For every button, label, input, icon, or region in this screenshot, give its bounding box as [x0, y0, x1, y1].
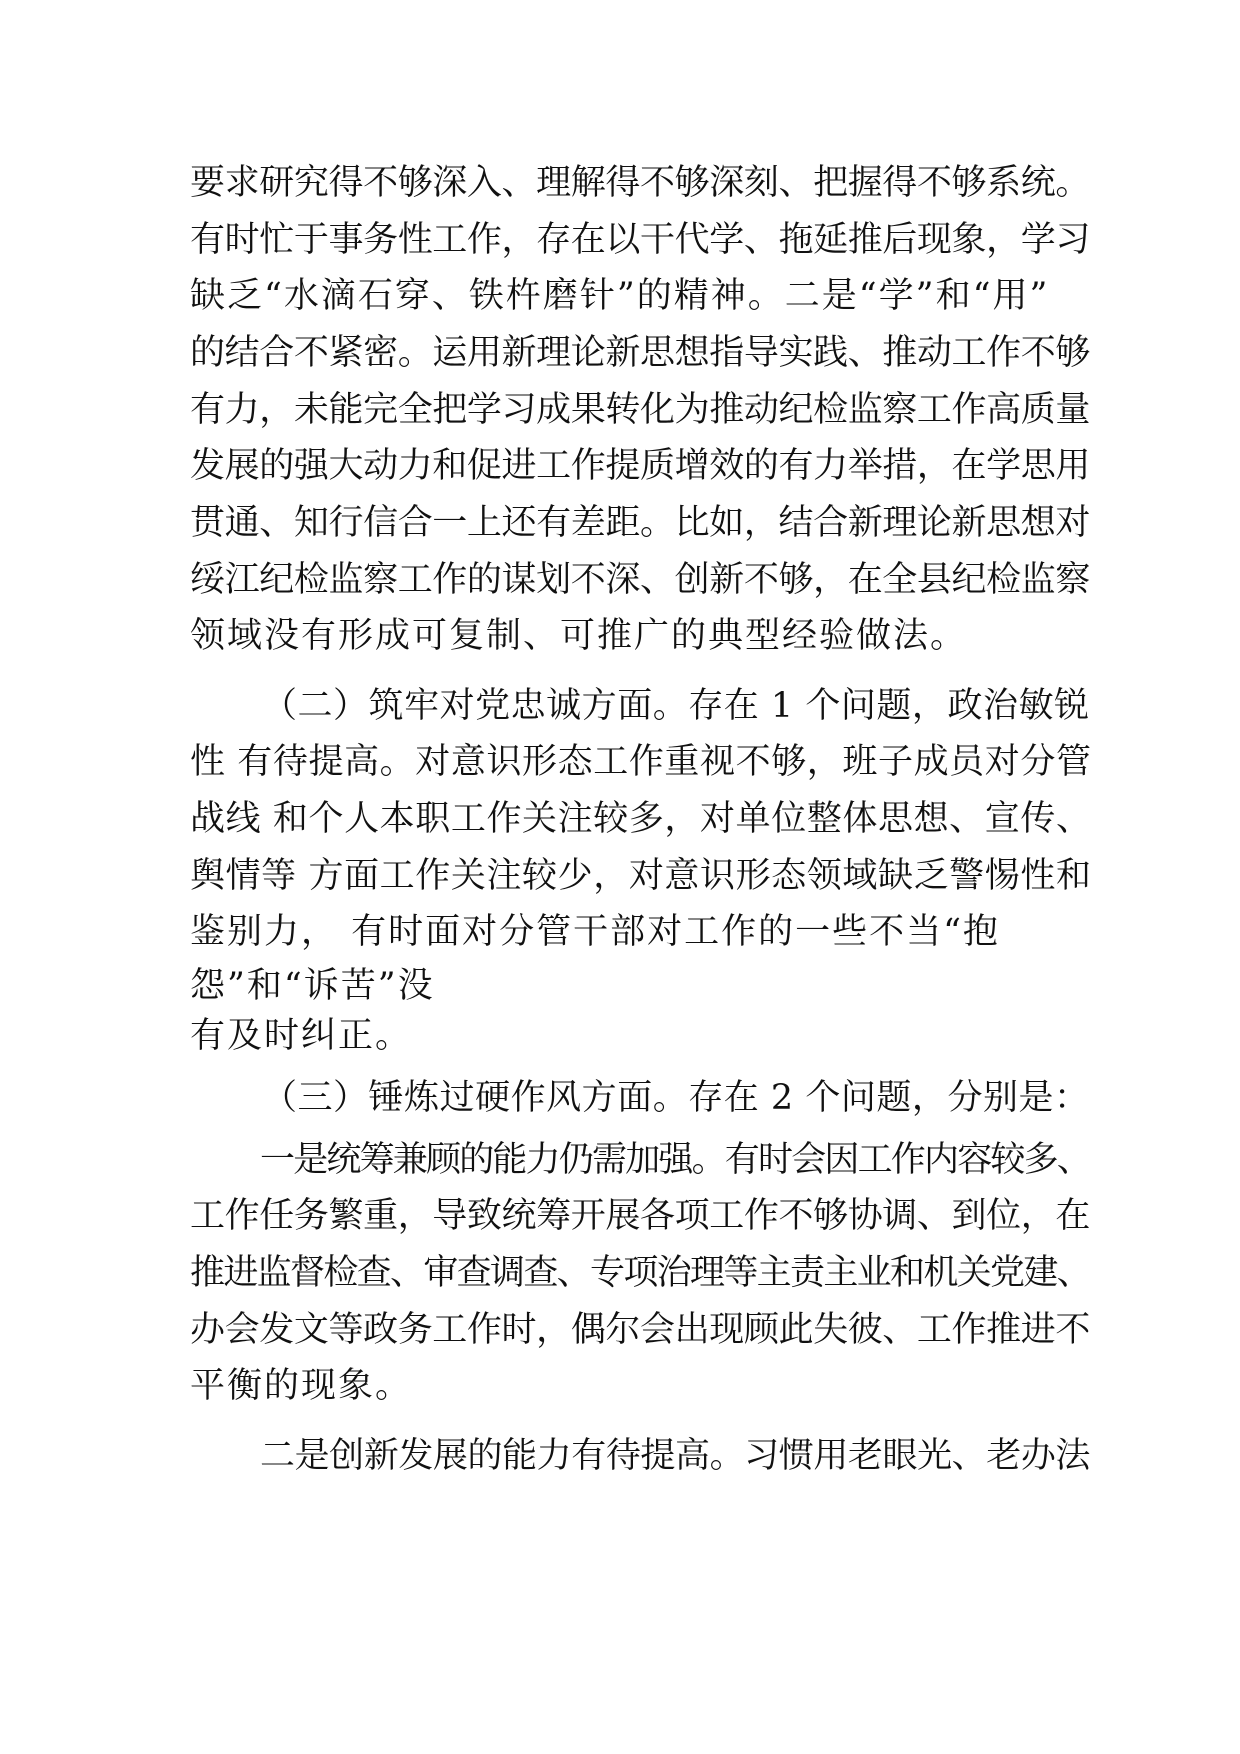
- text-line: 办会发文等政务工作时，偶尔会出现顾此失彼、工作推进不: [190, 1310, 1091, 1350]
- text-line: 绥江纪检监察工作的谋划不深、创新不够，在全县纪检监察: [190, 560, 1091, 600]
- text-line: 怨”和“诉苦”没: [190, 966, 435, 1006]
- text-line: 鉴别力， 有时面对分管干部对工作的一些不当“抱: [190, 912, 1001, 952]
- text-line: 战线 和个人本职工作关注较多，对单位整体思想、宣传、: [190, 799, 1092, 839]
- text-line: 有时忙于事务性工作，存在以干代学、拖延推后现象，学习: [190, 220, 1091, 260]
- text-line: 平衡的现象。: [190, 1366, 413, 1406]
- text-line: 有及时纠正。: [190, 1016, 413, 1056]
- text-line: 要求研究得不够深入、理解得不够深刻、把握得不够系统。: [190, 163, 1091, 203]
- text-line: 发展的强大动力和促进工作提质增效的有力举措，在学思用: [190, 446, 1091, 486]
- text-line: 领域没有形成可复制、可推广的典型经验做法。: [190, 616, 968, 656]
- text-line: 贯通、知行信合一上还有差距。比如，结合新理论新思想对: [190, 503, 1091, 543]
- section-heading-3: （三）锤炼过硬作风方面。存在 2 个问题，分别是：: [262, 1078, 1090, 1118]
- section-heading-2: （二）筑牢对党忠诚方面。存在 1 个问题，政治敏锐: [262, 686, 1090, 726]
- text-line: 性 有待提高。对意识形态工作重视不够，班子成员对分管: [190, 742, 1092, 782]
- text-line: 一是统筹兼顾的能力仍需加强。有时会因工作内容较多、: [260, 1140, 1091, 1180]
- text-line: 的结合不紧密。运用新理论新思想指导实践、推动工作不够: [190, 333, 1091, 373]
- text-line: 缺乏“水滴石穿、铁杵磨针”的精神。二是“学”和“用”: [190, 276, 1050, 316]
- text-line: 推进监督检查、审查调查、专项治理等主责主业和机关党建、: [190, 1253, 1091, 1293]
- text-line: 舆情等 方面工作关注较少，对意识形态领域缺乏警惕性和: [190, 856, 1092, 896]
- text-line: 有力，未能完全把学习成果转化为推动纪检监察工作高质量: [190, 390, 1091, 430]
- text-line: 二是创新发展的能力有待提高。习惯用老眼光、老办法: [260, 1436, 1091, 1476]
- text-line: 工作任务繁重，导致统筹开展各项工作不够协调、到位，在: [190, 1196, 1091, 1236]
